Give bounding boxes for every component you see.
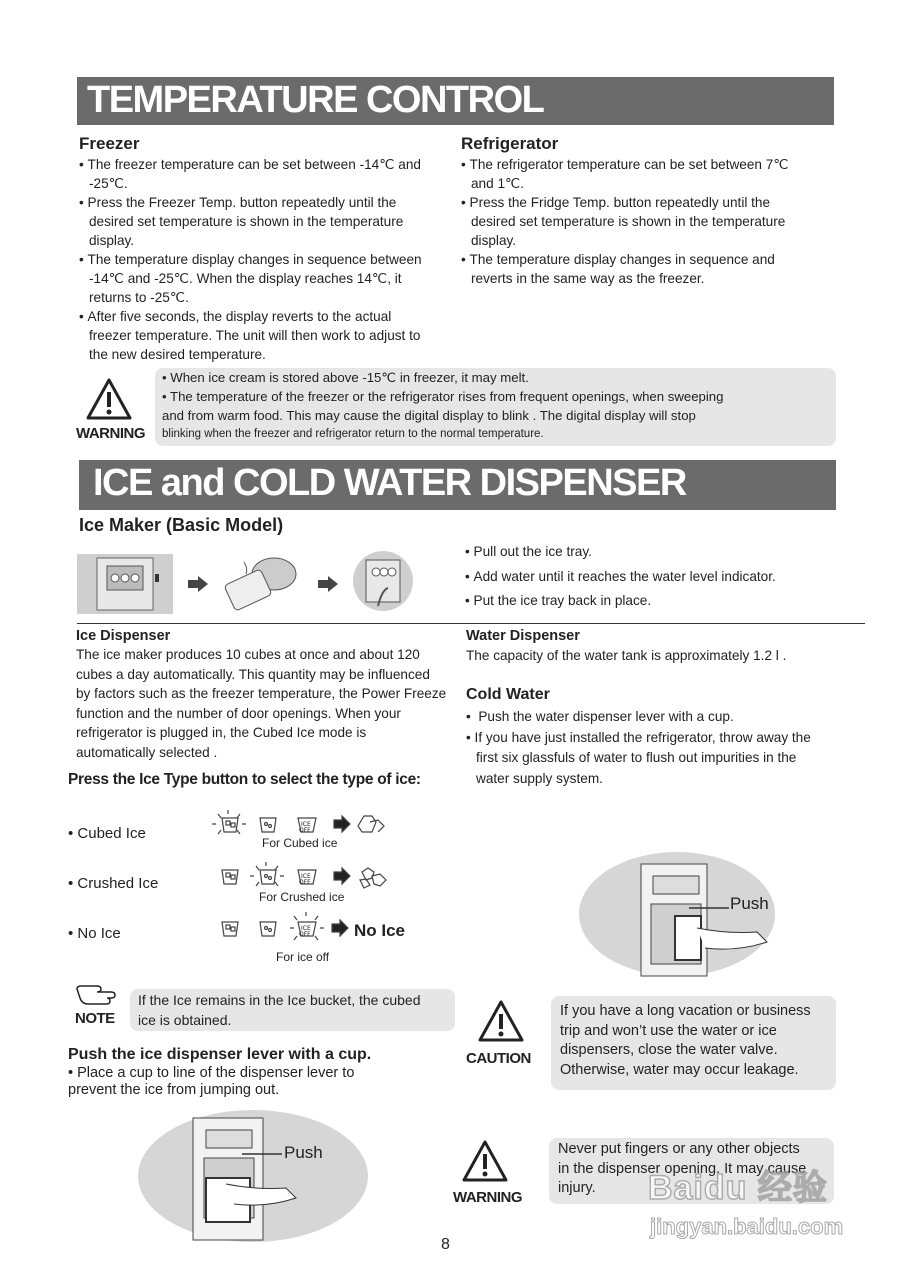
caution-icon (478, 1000, 524, 1042)
list-item: • Push the water dispenser lever with a cup. (466, 707, 821, 728)
section-title: TEMPERATURE CONTROL (87, 79, 544, 121)
caution-box (551, 996, 836, 1090)
cold-water-list (466, 707, 821, 789)
refrigerator-heading: Refrigerator (461, 134, 559, 153)
note-box (130, 989, 455, 1031)
push-label: Push (730, 894, 769, 913)
warning-box (155, 368, 836, 446)
warning-icon (462, 1140, 508, 1182)
refrigerator-list (461, 155, 801, 288)
warning-line: • The temperature of the freezer or the refrigerator rises from frequent openings, when sweeping (162, 389, 724, 404)
ice-type-caption: For Cubed ice (262, 836, 338, 850)
list-item: • Add water until it reaches the water level indicator. (465, 565, 776, 590)
warning-text: Never put fingers or any other objects in the dispenser opening. It may cause injury. (558, 1141, 807, 1196)
water-dispenser-heading: Water Dispenser (466, 628, 580, 644)
ice-maker-steps (465, 540, 776, 614)
ice-type-label-crushed: • Crushed Ice (68, 875, 159, 892)
no-ice-result: No Ice (354, 921, 406, 940)
divider (77, 623, 865, 624)
list-item: • If you have just installed the refrigerator, throw away the first six glassfuls of water to flush out impurities in the water supply system. (466, 728, 821, 790)
freezer-list (79, 155, 429, 364)
freezer-section (79, 134, 429, 364)
caution-label: CAUTION (466, 1050, 531, 1067)
ice-dispenser-heading: Ice Dispenser (76, 628, 171, 644)
ice-type-label-none: • No Ice (68, 925, 121, 942)
section-banner-temperature (77, 77, 834, 125)
ice-type-icons-none (212, 912, 352, 944)
push-lever-text: • Place a cup to line of the dispenser lever to prevent the ice from jumping out. (68, 1065, 355, 1098)
section-title: ICE and COLD WATER DISPENSER (93, 462, 686, 504)
svg-text:ICE: ICE (301, 873, 311, 880)
ice-off-icon-text: ICE (301, 821, 311, 828)
warning-icon (86, 378, 132, 420)
list-item: • Put the ice tray back in place. (465, 589, 776, 614)
note-icon (75, 985, 117, 1009)
ice-type-caption: For Crushed ice (259, 890, 345, 904)
ice-tray-illustration-3 (352, 550, 414, 612)
ice-tray-illustration-2 (214, 552, 304, 614)
list-item: • The refrigerator temperature can be set between 7℃ and 1℃. (461, 155, 801, 193)
list-item: • Pull out the ice tray. (465, 540, 776, 565)
list-item: • The temperature display changes in sequence between -14℃ and -25℃. When the display reaches 14℃, it returns to -25℃. (79, 250, 429, 307)
ice-dispenser-section (76, 628, 448, 762)
svg-text:OFF: OFF (299, 879, 311, 886)
ice-type-icons-cubed (212, 810, 392, 838)
list-item: • Press the Freezer Temp. button repeatedly until the desired set temperature is shown in the temperature display. (79, 193, 429, 250)
ice-tray-illustration-1 (77, 554, 173, 614)
arrow-right-icon (188, 576, 208, 597)
warning-label: WARNING (76, 425, 145, 442)
watermark-logo (648, 1160, 828, 1209)
note-text: If the Ice remains in the Ice bucket, the cubed ice is obtained. (138, 992, 421, 1028)
ice-type-icons-crushed (212, 862, 392, 890)
push-lever-heading: Push the ice dispenser lever with a cup. (68, 1046, 372, 1063)
list-item: • After five seconds, the display reverts to the actual freezer temperature. The unit will then work to adjust to the new desired temperature. (79, 307, 429, 364)
warning-line: blinking when the freezer and refrigerator return to the normal temperature. (162, 428, 544, 440)
list-item: • The temperature display changes in sequence and reverts in the same way as the freezer. (461, 250, 801, 288)
warning-line: and from warm food. This may cause the digital display to blink . The digital display will stop (162, 408, 696, 423)
note-label: NOTE (75, 1010, 115, 1027)
caution-text: If you have a long vacation or business trip and won’t use the water or ice dispensers, close the water valve. Otherwise, water may occur leakage. (560, 1003, 811, 1078)
ice-dispenser-text: The ice maker produces 10 cubes at once and about 120 cubes a day automatically. This quantity may be influenced by factors such as the freezer temperature, the Power Freeze function and the number of door openings. When your refrigerator is plugged in, the Cubed Ice mode is automatically selected . (76, 647, 447, 760)
ice-dispenser-illustration (138, 1108, 378, 1244)
refrigerator-section (461, 134, 801, 288)
watermark-url: jingyan.baidu.com (650, 1214, 844, 1239)
cold-water-heading: Cold Water (466, 686, 550, 703)
water-dispenser-illustration (579, 850, 775, 978)
push-label: Push (284, 1143, 323, 1162)
ice-type-label-cubed: • Cubed Ice (68, 825, 146, 842)
ice-maker-heading: Ice Maker (Basic Model) (79, 515, 284, 535)
svg-text:OFF: OFF (299, 931, 311, 938)
warning-label: WARNING (453, 1189, 522, 1206)
list-item: • Press the Fridge Temp. button repeatedly until the desired set temperature is shown in the temperature display. (461, 193, 801, 250)
ice-type-caption: For ice off (276, 950, 330, 964)
cold-water-section (466, 686, 821, 789)
watermark-brand: Baidu 经验 (648, 1169, 828, 1207)
svg-text:OFF: OFF (299, 827, 311, 834)
arrow-right-icon (318, 576, 338, 597)
svg-text:ICE: ICE (301, 925, 311, 932)
list-item: • The freezer temperature can be set between -14℃ and -25℃. (79, 155, 429, 193)
ice-type-heading: Press the Ice Type button to select the type of ice: (68, 771, 421, 788)
freezer-heading: Freezer (79, 134, 140, 153)
warning-line: • When ice cream is stored above -15℃ in freezer, it may melt. (162, 370, 529, 385)
water-dispenser-text: The capacity of the water tank is approximately 1.2 l . (466, 648, 787, 663)
page-number: 8 (441, 1236, 450, 1253)
water-dispenser-section (466, 628, 826, 666)
section-banner-dispenser (79, 460, 836, 510)
